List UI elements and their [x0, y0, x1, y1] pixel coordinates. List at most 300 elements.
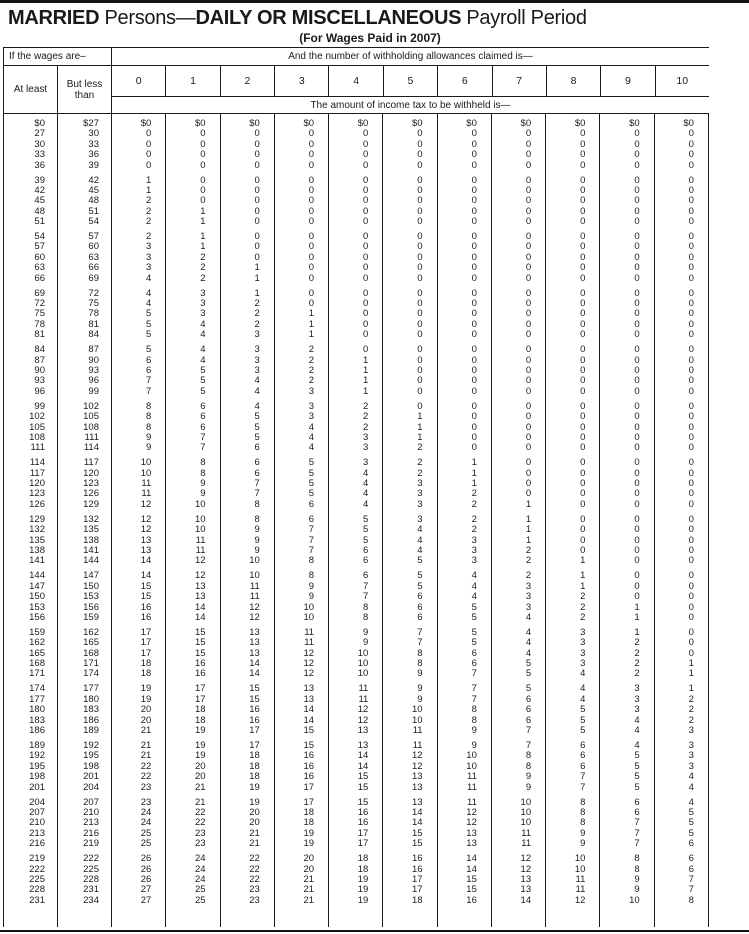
table-cell: 7	[525, 725, 532, 737]
table-cell: 7	[634, 838, 640, 850]
table-cell: $0	[140, 118, 152, 129]
table-cell: $0	[34, 118, 45, 129]
table-cell: 0	[580, 231, 586, 243]
table-cell: 16	[412, 853, 423, 865]
table-cell: 0	[634, 159, 640, 171]
table-cell: 0	[580, 159, 586, 171]
table-cell: 12	[303, 647, 315, 659]
row-group	[166, 571, 219, 623]
table-cell: 222	[83, 853, 99, 865]
table-cell: 6	[580, 740, 586, 752]
table-cell: 159	[83, 611, 99, 623]
table-cell: 0	[417, 364, 423, 376]
table-cell: 10	[194, 524, 206, 536]
table-cell: 4	[417, 534, 423, 546]
table-cell: 7	[308, 524, 315, 536]
row-group	[329, 741, 382, 793]
table-cell: 228	[83, 873, 99, 885]
row-group	[383, 684, 436, 736]
table-cell: 0	[688, 570, 694, 582]
table-cell: 13	[249, 637, 260, 649]
table-cell: 10	[466, 760, 477, 772]
row-group	[4, 854, 57, 906]
table-cell: 0	[580, 174, 586, 186]
table-cell: 21	[249, 827, 260, 839]
row-group	[546, 571, 599, 623]
table-cell: 6	[417, 591, 423, 603]
table-cell: 6	[634, 806, 640, 818]
table-cell: 0	[525, 251, 532, 263]
table-cell: 33	[88, 138, 99, 150]
row-group	[600, 571, 653, 623]
row-group	[600, 628, 653, 680]
row-group	[58, 289, 111, 341]
table-cell: 0	[525, 195, 532, 207]
table-cell: 23	[249, 894, 260, 906]
row-group	[492, 232, 545, 284]
table-cell: 2	[254, 298, 260, 310]
row-group	[546, 628, 599, 680]
row-group	[329, 289, 382, 341]
table-cell: 2	[688, 704, 694, 716]
table-cell: 1	[471, 467, 477, 479]
table-cell: 8	[634, 863, 640, 875]
table-cell: 0	[417, 241, 423, 253]
table-cell: 183	[83, 704, 99, 716]
row-group	[275, 345, 328, 397]
row-group	[4, 289, 57, 341]
table-cell: 13	[303, 683, 315, 695]
table-cell: 10	[303, 601, 315, 613]
table-cell: 0	[525, 298, 532, 310]
table-cell: 210	[29, 817, 45, 829]
table-cell: 0	[634, 442, 640, 454]
table-cell: 5	[145, 308, 152, 320]
table-cell: 2	[471, 513, 477, 525]
table-cell: 26	[140, 853, 152, 865]
table-cell: 10	[303, 611, 315, 623]
row-group	[58, 798, 111, 850]
row-group	[383, 289, 436, 341]
row-group	[221, 741, 274, 793]
table-cell: $0	[194, 118, 206, 129]
table-cell: 13	[357, 740, 369, 752]
table-column	[329, 114, 383, 927]
table-cell: 0	[634, 364, 640, 376]
row-group	[383, 458, 436, 510]
table-cell: 0	[688, 174, 694, 186]
table-cell: 1	[471, 478, 477, 490]
table-cell: 4	[525, 647, 532, 659]
table-cell: 12	[357, 714, 369, 726]
row-group	[655, 458, 708, 510]
table-cell: 0	[688, 195, 694, 207]
table-cell: 10	[574, 853, 586, 865]
table-cell: 9	[308, 591, 315, 603]
table-cell: 5	[145, 329, 152, 341]
title-married: MARRIED	[8, 7, 100, 29]
table-cell: 1	[525, 498, 532, 510]
table-cell: 11	[358, 683, 369, 695]
table-cell: 63	[34, 262, 45, 274]
table-cell: 26	[140, 873, 152, 885]
table-cell: 0	[688, 375, 694, 387]
table-cell: 0	[634, 591, 640, 603]
table-cell: 36	[34, 159, 45, 171]
row-group	[329, 628, 382, 680]
table-cell: 24	[194, 873, 206, 885]
table-cell: 1	[145, 184, 152, 196]
table-cell: 11	[521, 838, 532, 850]
table-column	[112, 114, 166, 927]
table-cell: 1	[634, 611, 640, 623]
table-cell: 0	[580, 329, 586, 341]
row-group	[275, 684, 328, 736]
row-group	[492, 515, 545, 567]
table-cell: 15	[303, 725, 315, 737]
table-cell: 16	[249, 714, 260, 726]
table-cell: 2	[200, 272, 206, 284]
table-cell: 150	[29, 591, 45, 603]
table-cell: 21	[140, 750, 152, 762]
table-cell: 0	[417, 138, 423, 150]
table-cell: 2	[580, 591, 586, 603]
table-cell: 4	[363, 488, 369, 500]
table-cell: 3	[417, 488, 423, 500]
table-cell: 0	[254, 128, 260, 140]
table-cell: 3	[254, 354, 260, 366]
table-cell: 4	[634, 714, 640, 726]
table-cell: 3	[363, 431, 369, 443]
row-group	[383, 854, 436, 906]
table-cell: 4	[525, 626, 532, 638]
table-cell: 0	[363, 205, 369, 217]
allowance-col-header: 0	[112, 66, 166, 96]
row-group	[221, 176, 274, 228]
table-cell: 1	[525, 534, 532, 546]
table-cell: 6	[634, 796, 640, 808]
table-cell: 8	[525, 750, 532, 762]
table-cell: 1	[200, 241, 206, 253]
table-cell: 6	[417, 601, 423, 613]
table-cell: 0	[471, 272, 477, 284]
table-cell: 0	[417, 149, 423, 161]
row-group	[492, 119, 545, 171]
table-cell: 5	[580, 704, 586, 716]
table-cell: 129	[83, 498, 99, 510]
table-cell: 16	[194, 668, 206, 680]
table-cell: 9	[525, 771, 532, 783]
table-cell: 14	[357, 750, 369, 762]
table-cell: 3	[688, 740, 694, 752]
table-cell: 0	[471, 329, 477, 341]
table-cell: 4	[417, 545, 423, 556]
table-cell: 0	[525, 375, 532, 387]
table-cell: 9	[634, 873, 640, 885]
table-cell: 0	[417, 287, 423, 299]
row-group	[166, 119, 219, 171]
table-cell: 0	[634, 385, 640, 397]
row-group	[221, 854, 274, 906]
allowance-col-header: 1	[166, 66, 220, 96]
table-cell: 8	[471, 704, 477, 716]
table-cell: 5	[688, 827, 694, 839]
table-cell: 0	[363, 329, 369, 341]
table-cell: 57	[88, 231, 99, 243]
table-column	[383, 114, 437, 927]
row-group	[4, 741, 57, 793]
table-cell: 4	[363, 478, 369, 490]
row-group	[546, 176, 599, 228]
table-cell: 0	[417, 251, 423, 263]
table-cell: 3	[200, 298, 206, 310]
table-cell: 6	[417, 611, 423, 623]
row-group	[492, 628, 545, 680]
table-cell: 0	[363, 195, 369, 207]
table-cell: 7	[363, 591, 369, 603]
table-cell: 25	[140, 838, 152, 850]
table-cell: 15	[466, 884, 477, 896]
table-cell: 15	[249, 683, 260, 695]
row-group	[438, 854, 491, 906]
table-cell: 177	[29, 693, 45, 705]
table-cell: 10	[357, 658, 369, 670]
table-cell: 10	[412, 714, 423, 726]
table-cell: $0	[574, 118, 586, 129]
table-cell: 16	[357, 806, 369, 818]
table-cell: 39	[34, 174, 45, 186]
table-cell: 4	[471, 570, 477, 582]
table-column	[438, 114, 492, 927]
table-cell: 8	[254, 498, 260, 510]
row-group	[58, 628, 111, 680]
table-column	[655, 114, 709, 927]
table-cell: 201	[83, 771, 99, 783]
table-cell: 6	[580, 750, 586, 762]
table-cell: 1	[525, 524, 532, 536]
table-cell: 10	[140, 457, 152, 469]
table-cell: 141	[29, 555, 45, 567]
table-cell: 141	[83, 545, 99, 556]
table-cell: 15	[412, 827, 423, 839]
table-cell: 195	[83, 750, 99, 762]
table-cell: 21	[303, 894, 315, 906]
table-cell: 0	[688, 488, 694, 500]
table-cell: 11	[412, 725, 423, 737]
table-cell: 22	[249, 853, 260, 865]
table-cell: 174	[29, 683, 45, 695]
table-cell: 219	[29, 853, 45, 865]
table-cell: 6	[580, 760, 586, 772]
table-cell: 183	[29, 714, 45, 726]
row-group	[221, 289, 274, 341]
table-cell: 7	[308, 534, 315, 546]
table-cell: 3	[254, 364, 260, 376]
table-cell: 0	[634, 231, 640, 243]
row-group	[4, 628, 57, 680]
table-cell: 132	[29, 524, 45, 536]
table-cell: $0	[466, 118, 477, 129]
table-cell: 135	[29, 534, 45, 546]
table-cell: 0	[580, 149, 586, 161]
table-cell: 219	[83, 838, 99, 850]
table-cell: 0	[525, 442, 532, 454]
row-group	[600, 854, 653, 906]
table-cell: 8	[417, 647, 423, 659]
table-cell: 14	[412, 817, 423, 829]
table-cell: 2	[145, 231, 152, 243]
row-group	[221, 571, 274, 623]
row-group	[275, 119, 328, 171]
amount-withheld-label: The amount of income tax to be withheld is—	[310, 99, 511, 111]
table-cell: 19	[303, 827, 315, 839]
table-cell: 0	[688, 329, 694, 341]
row-group	[112, 345, 165, 397]
table-cell: 14	[194, 611, 206, 623]
table-cell: 0	[471, 128, 477, 140]
table-cell: 21	[303, 873, 315, 885]
row-group	[383, 232, 436, 284]
table-cell: 0	[308, 287, 315, 299]
table-cell: 8	[634, 853, 640, 865]
table-cell: 3	[634, 683, 640, 695]
table-cell: 7	[308, 545, 315, 556]
table-cell: 0	[688, 626, 694, 638]
table-cell: 5	[471, 601, 477, 613]
table-cell: 0	[200, 149, 206, 161]
row-group	[275, 458, 328, 510]
table-cell: 2	[363, 400, 369, 412]
table-cell: 10	[412, 704, 423, 716]
table-cell: 8	[471, 714, 477, 726]
table-cell: 5	[471, 611, 477, 623]
table-cell: 0	[145, 128, 152, 140]
table-cell: 0	[580, 128, 586, 140]
table-cell: 0	[417, 344, 423, 356]
table-cell: 9	[254, 534, 260, 546]
table-column	[600, 114, 654, 927]
table-cell: 0	[634, 149, 640, 161]
table-cell: 0	[580, 344, 586, 356]
table-cell: 225	[83, 863, 99, 875]
table-cell: 16	[412, 863, 423, 875]
table-cell: 117	[29, 467, 45, 479]
table-cell: 5	[145, 318, 152, 330]
table-cell: 201	[29, 781, 45, 793]
table-cell: 0	[525, 272, 532, 284]
table-cell: 1	[688, 658, 694, 670]
table-cell: 4	[525, 611, 532, 623]
table-cell: 7	[145, 375, 152, 387]
table-cell: 0	[580, 364, 586, 376]
table-cell: 159	[29, 626, 45, 638]
table-cell: 1	[254, 272, 260, 284]
table-cell: 7	[580, 771, 586, 783]
table-cell: 2	[145, 195, 152, 207]
subtitle-wages-paid-2007: (For Wages Paid in 2007)	[299, 31, 441, 45]
table-cell: 0	[308, 195, 315, 207]
table-cell: 0	[580, 488, 586, 500]
table-cell: 6	[525, 714, 532, 726]
table-cell: 13	[194, 591, 206, 603]
table-cell: 0	[471, 205, 477, 217]
table-cell: 5	[308, 457, 315, 469]
table-cell: 0	[308, 205, 315, 217]
table-cell: 69	[88, 272, 99, 284]
table-cell: 0	[688, 354, 694, 366]
table-cell: 0	[471, 231, 477, 243]
allowance-col-header: 2	[221, 66, 275, 96]
table-cell: 60	[34, 251, 45, 263]
table-cell: 5	[363, 534, 369, 546]
table-cell: 81	[34, 329, 45, 341]
table-cell: 2	[471, 488, 477, 500]
row-group	[492, 854, 545, 906]
table-cell: 0	[363, 138, 369, 150]
table-cell: 63	[88, 251, 99, 263]
row-group	[275, 854, 328, 906]
table-cell: 14	[412, 806, 423, 818]
table-cell: 21	[140, 740, 152, 752]
table-cell: 0	[688, 128, 694, 140]
table-cell: 87	[34, 354, 45, 366]
table-cell: 0	[688, 591, 694, 603]
table-cell: 0	[363, 287, 369, 299]
table-cell: 0	[580, 298, 586, 310]
table-cell: 0	[417, 298, 423, 310]
row-group	[58, 402, 111, 454]
table-cell: 15	[412, 838, 423, 850]
table-cell: 0	[525, 467, 532, 479]
table-cell: 0	[200, 138, 206, 150]
row-group	[492, 402, 545, 454]
table-cell: 18	[249, 760, 260, 772]
table-cell: 0	[308, 138, 315, 150]
row-group	[275, 232, 328, 284]
table-cell: 11	[521, 827, 532, 839]
table-cell: 39	[88, 159, 99, 171]
table-cell: 13	[466, 838, 477, 850]
row-group	[58, 684, 111, 736]
table-cell: 2	[634, 647, 640, 659]
table-cell: 0	[634, 400, 640, 412]
table-cell: 11	[466, 796, 477, 808]
table-cell: 3	[254, 344, 260, 356]
table-cell: 0	[634, 329, 640, 341]
table-cell: 15	[140, 591, 152, 603]
table-cell: 9	[580, 827, 586, 839]
table-cell: 0	[525, 138, 532, 150]
row-group	[655, 176, 708, 228]
table-cell: 6	[363, 555, 369, 567]
table-cell: 0	[471, 400, 477, 412]
table-cell: 126	[83, 488, 99, 500]
table-cell: 96	[88, 375, 99, 387]
table-cell: 19	[194, 725, 206, 737]
table-cell: 6	[145, 354, 152, 366]
table-cell: 3	[688, 725, 694, 737]
table-cell: 120	[29, 478, 45, 490]
row-group	[275, 289, 328, 341]
table-cell: 0	[417, 159, 423, 171]
row-group	[112, 232, 165, 284]
table-cell: 0	[308, 184, 315, 196]
table-cell: 0	[688, 205, 694, 217]
table-cell: 15	[357, 781, 369, 793]
table-cell: 18	[412, 894, 423, 906]
table-cell: 5	[580, 714, 586, 726]
row-group	[275, 515, 328, 567]
